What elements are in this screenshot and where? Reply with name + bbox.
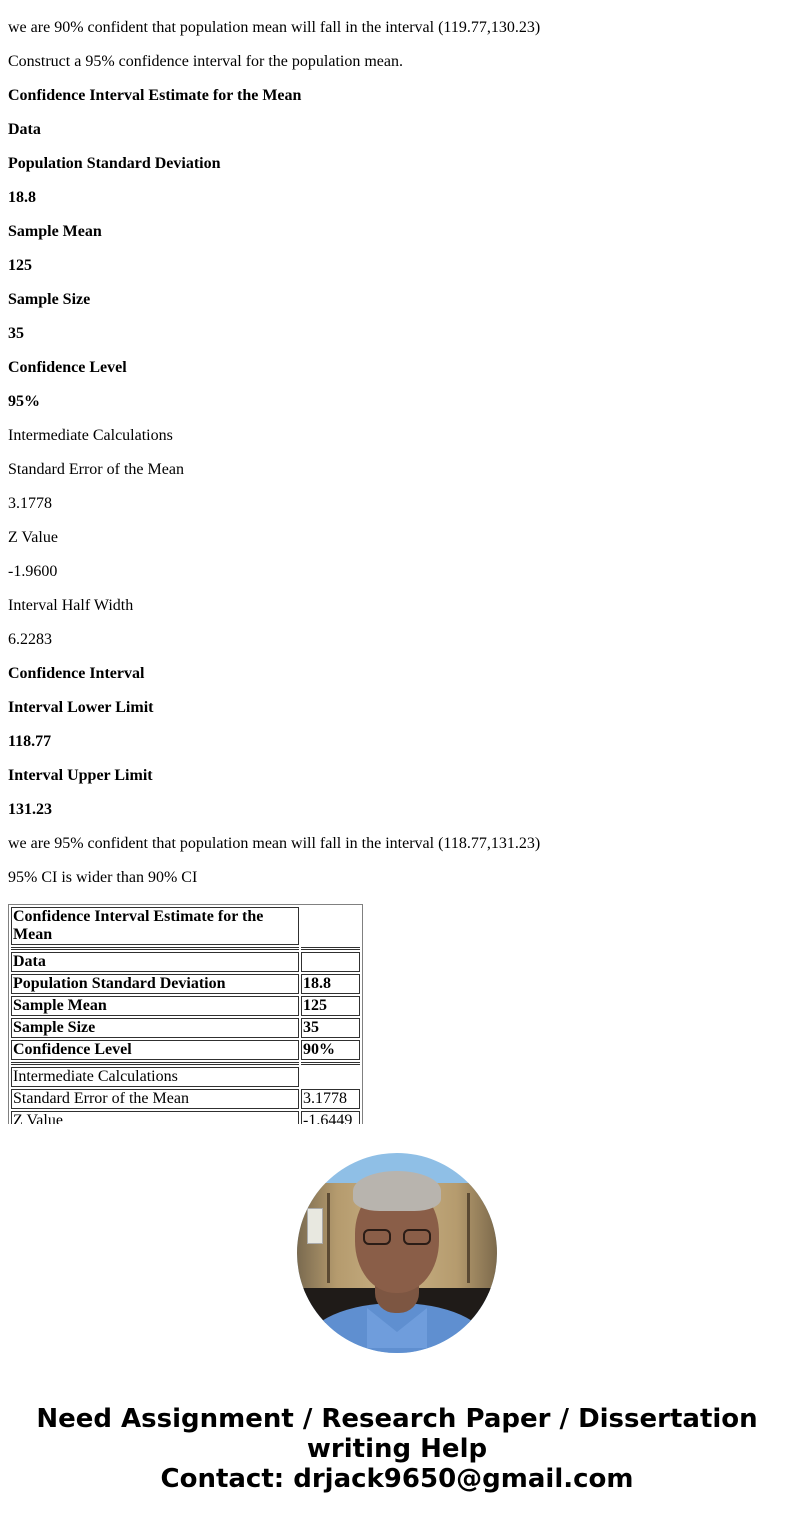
table-row — [11, 1067, 360, 1087]
sample-mean-label: Sample Mean — [8, 223, 102, 240]
upper-limit-value: 131.23 — [8, 801, 52, 818]
pop-sd-label: Population Standard Deviation — [8, 155, 221, 172]
table-row — [11, 1089, 360, 1109]
table-data-heading: Data — [11, 952, 299, 972]
ci-heading: Confidence Interval — [8, 665, 145, 682]
banner-contact: Contact: drjack9650@gmail.com — [160, 1464, 634, 1494]
sample-size-label: Sample Size — [8, 291, 91, 308]
table-value: 90% — [301, 1040, 360, 1060]
table-title-cell: Confidence Interval Estimate for the Mean — [11, 907, 299, 945]
se-value: 3.1778 — [8, 495, 52, 512]
banner-line-1: Need Assignment / Research Paper / Dissertation — [36, 1404, 758, 1434]
table-value: 3.1778 — [301, 1089, 360, 1109]
table-intermediate-heading: Intermediate Calculations — [11, 1067, 299, 1087]
table-empty-cell — [301, 907, 360, 945]
statement-95: we are 95% confident that population mean will fall in the interval (118.77,131.23) — [8, 835, 541, 852]
table-label: Confidence Level — [11, 1040, 299, 1060]
intermediate-heading: Intermediate Calculations — [8, 427, 173, 444]
ci-title: Confidence Interval Estimate for the Mean — [8, 87, 302, 104]
table-row — [11, 1111, 360, 1124]
wall-panel-line — [467, 1193, 470, 1283]
table-row — [11, 1040, 360, 1060]
half-width-value: 6.2283 — [8, 631, 52, 648]
lower-limit-value: 118.77 — [8, 733, 52, 750]
table-row — [11, 974, 360, 994]
data-heading: Data — [8, 121, 41, 138]
table-row — [11, 1018, 360, 1038]
table-label: Sample Mean — [11, 996, 299, 1016]
ci-estimate-table — [8, 904, 363, 1124]
table-value: -1.6449 — [301, 1111, 360, 1124]
wall-panel-line — [327, 1193, 330, 1283]
solution-content — [8, 0, 788, 1124]
conf-level-label: Confidence Level — [8, 359, 127, 376]
table-row — [11, 952, 360, 972]
gray-hair — [353, 1171, 441, 1211]
statement-90: we are 90% confident that population mean will fall in the interval (119.77,130.23) — [8, 19, 541, 36]
z-value: -1.9600 — [8, 563, 58, 580]
light-switch — [307, 1208, 323, 1244]
conf-level-value: 95% — [8, 393, 40, 410]
glasses-icon — [363, 1229, 431, 1247]
question-text: Construct a 95% confidence interval for the population mean. — [8, 53, 403, 70]
table-value: 18.8 — [301, 974, 360, 994]
upper-limit-label: Interval Upper Limit — [8, 767, 153, 784]
banner-line-2: writing Help — [306, 1434, 488, 1464]
table-row — [11, 996, 360, 1016]
comparison-text: 95% CI is wider than 90% CI — [8, 869, 198, 886]
table-row — [11, 907, 360, 945]
z-label: Z Value — [8, 529, 58, 546]
table-value: 125 — [301, 996, 360, 1016]
sample-mean-value: 125 — [8, 257, 32, 274]
se-label: Standard Error of the Mean — [8, 461, 184, 478]
table-label: Standard Error of the Mean — [11, 1089, 299, 1109]
table-label: Z Value — [11, 1111, 299, 1124]
table-empty-cell — [301, 1067, 360, 1087]
table-label: Population Standard Deviation — [11, 974, 299, 994]
contact-banner — [0, 1404, 794, 1494]
author-photo — [297, 1153, 497, 1353]
table-label: Sample Size — [11, 1018, 299, 1038]
sample-size-value: 35 — [8, 325, 24, 342]
table-empty-value — [301, 952, 360, 972]
half-width-label: Interval Half Width — [8, 597, 134, 614]
lower-limit-label: Interval Lower Limit — [8, 699, 154, 716]
table-value: 35 — [301, 1018, 360, 1038]
pop-sd-value: 18.8 — [8, 189, 36, 206]
